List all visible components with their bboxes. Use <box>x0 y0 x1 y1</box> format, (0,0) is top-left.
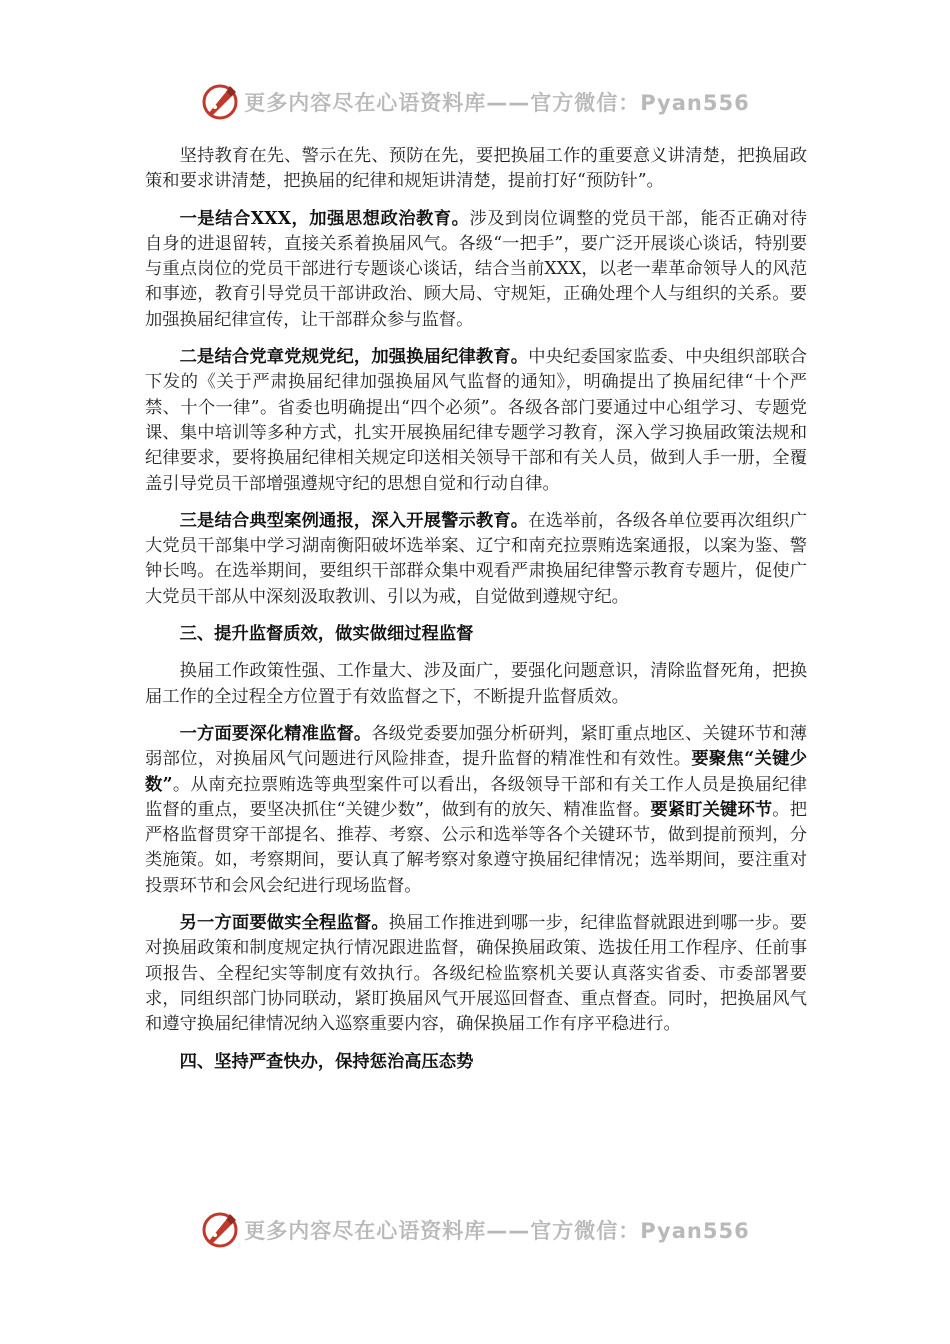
paragraph-text: 。从南充拉票贿选等典型案件可以看出，各级领导干部和有关工作人员是换届纪律监督的重点，要坚决抓住“关键少数”，做到有的放矢、精准监督。 <box>145 774 807 820</box>
watermark-text: 更多内容尽在心语资料库——官方微信：Pyan556 <box>244 91 750 115</box>
paragraph: 坚持教育在先、警示在先、预防在先，要把换届工作的重要意义讲清楚，把换届政策和要求讲清楚，把换届的纪律和规矩讲清楚，提前打好“预防针”。 <box>145 146 807 192</box>
section-heading: 四、坚持严查快办，保持惩治高压态势 <box>179 1051 474 1072</box>
section-heading: 三、提升监督质效，做实做细过程监督 <box>179 624 474 645</box>
paragraph <box>145 911 807 1037</box>
paragraph <box>145 345 807 497</box>
paragraph-lead: 一是结合XXX，加强思想政治教育。 <box>179 208 470 229</box>
paragraph-lead: 三是结合典型案例通报，深入开展警示教育。 <box>179 510 529 531</box>
paragraph: 换届工作政策性强、工作量大、涉及面广，要强化问题意识，清除监督死角，把换届工作的全过程全方位置于有效监督之下，不断提升监督质效。 <box>145 661 807 707</box>
paragraph-text: 中央纪委国家监委、中央组织部联合下发的《关于严肃换届纪律加强换届风气监督的通知》，明确提出了换届纪律“十个严禁、十个一律”。省委也明确提出“四个必须”。各级各部门要通过中心组学习、专题党课、集中培训等多种方式，扎实开展换届纪律专题学习教育，深入学习换届政策法规和纪律要求，要将换届纪律相关规定印送相关领导干部和有关人员，做到人手一册，全覆盖引导党员干部增强遵规守纪的思想自觉和行动自律。 <box>145 347 807 494</box>
pen-nib-logo-icon <box>200 82 240 122</box>
paragraph-text: 涉及到岗位调整的党员干部，能否正确对待自身的进退留转，直接关系着换届风气。各级“一把手”，要广泛开展谈心谈话，特别要与重点岗位的党员干部进行专题谈心谈话，结合当前XXX，以老一辈革命领导人的风范和事迹，教育引导党员干部讲政治、顾大局、守规矩，正确处理个人与组织的关系。要加强换届纪律宣传，让干部群众参与监督。 <box>145 208 807 330</box>
paragraph <box>145 207 807 333</box>
paragraph <box>145 722 807 899</box>
paragraph-text: 换届工作推进到哪一步，纪律监督就跟进到哪一步。要对换届政策和制度规定执行情况跟进监督，确保换届政策、选拔任用工作程序、任前事项报告、全程纪实等制度有效执行。各级纪检监察机关要认真落实省委、市委部署要求，同组织部门协同联动，紧盯换届风气开展巡回督查、重点督查。同时，把换届风气和遵守换届纪律情况纳入巡察重要内容，确保换届工作有序平稳进行。 <box>145 913 807 1035</box>
paragraph-text: 。把严格监督贯穿干部提名、推荐、考察、公示和选举等各个关键环节，做到提前预判，分类施策。如，考察期间，要认真了解考察对象遵守换届纪律情况；选举期间，要注重对投票环节和会风会纪进行现场监督。 <box>145 799 807 896</box>
paragraph-lead: 一方面要深化精准监督。 <box>179 723 372 744</box>
paragraph-emphasis: 要聚焦“关键少数” <box>145 749 807 795</box>
paragraph-text: 在选举前，各级各单位要再次组织广大党员干部集中学习湖南衡阳破坏选举案、辽宁和南充拉票贿选案通报，以案为鉴、警钟长鸣。在选举期间，要组织干部群众集中观看严肃换届纪律警示教育专题片，促使广大党员干部从中深刻汲取教训、引以为戒，自觉做到遵规守纪。 <box>145 510 807 607</box>
watermark-text: 更多内容尽在心语资料库——官方微信：Pyan556 <box>244 1219 750 1243</box>
paragraph-lead: 二是结合党章党规党纪，加强换届纪律教育。 <box>179 347 529 368</box>
paragraph-lead: 另一方面要做实全程监督。 <box>179 913 389 934</box>
document-body <box>145 144 807 1087</box>
paragraph-emphasis: 要紧盯关键环节 <box>650 799 773 820</box>
watermark-header <box>0 80 950 124</box>
paragraph <box>145 509 807 610</box>
paragraph-text: 各级党委要加强分析研判，紧盯重点地区、关键环节和薄弱部位，对换届风气问题进行风险排查，提升监督的精准性和有效性。 <box>145 723 807 770</box>
pen-nib-logo-icon <box>200 1210 240 1250</box>
watermark-footer <box>0 1208 950 1252</box>
